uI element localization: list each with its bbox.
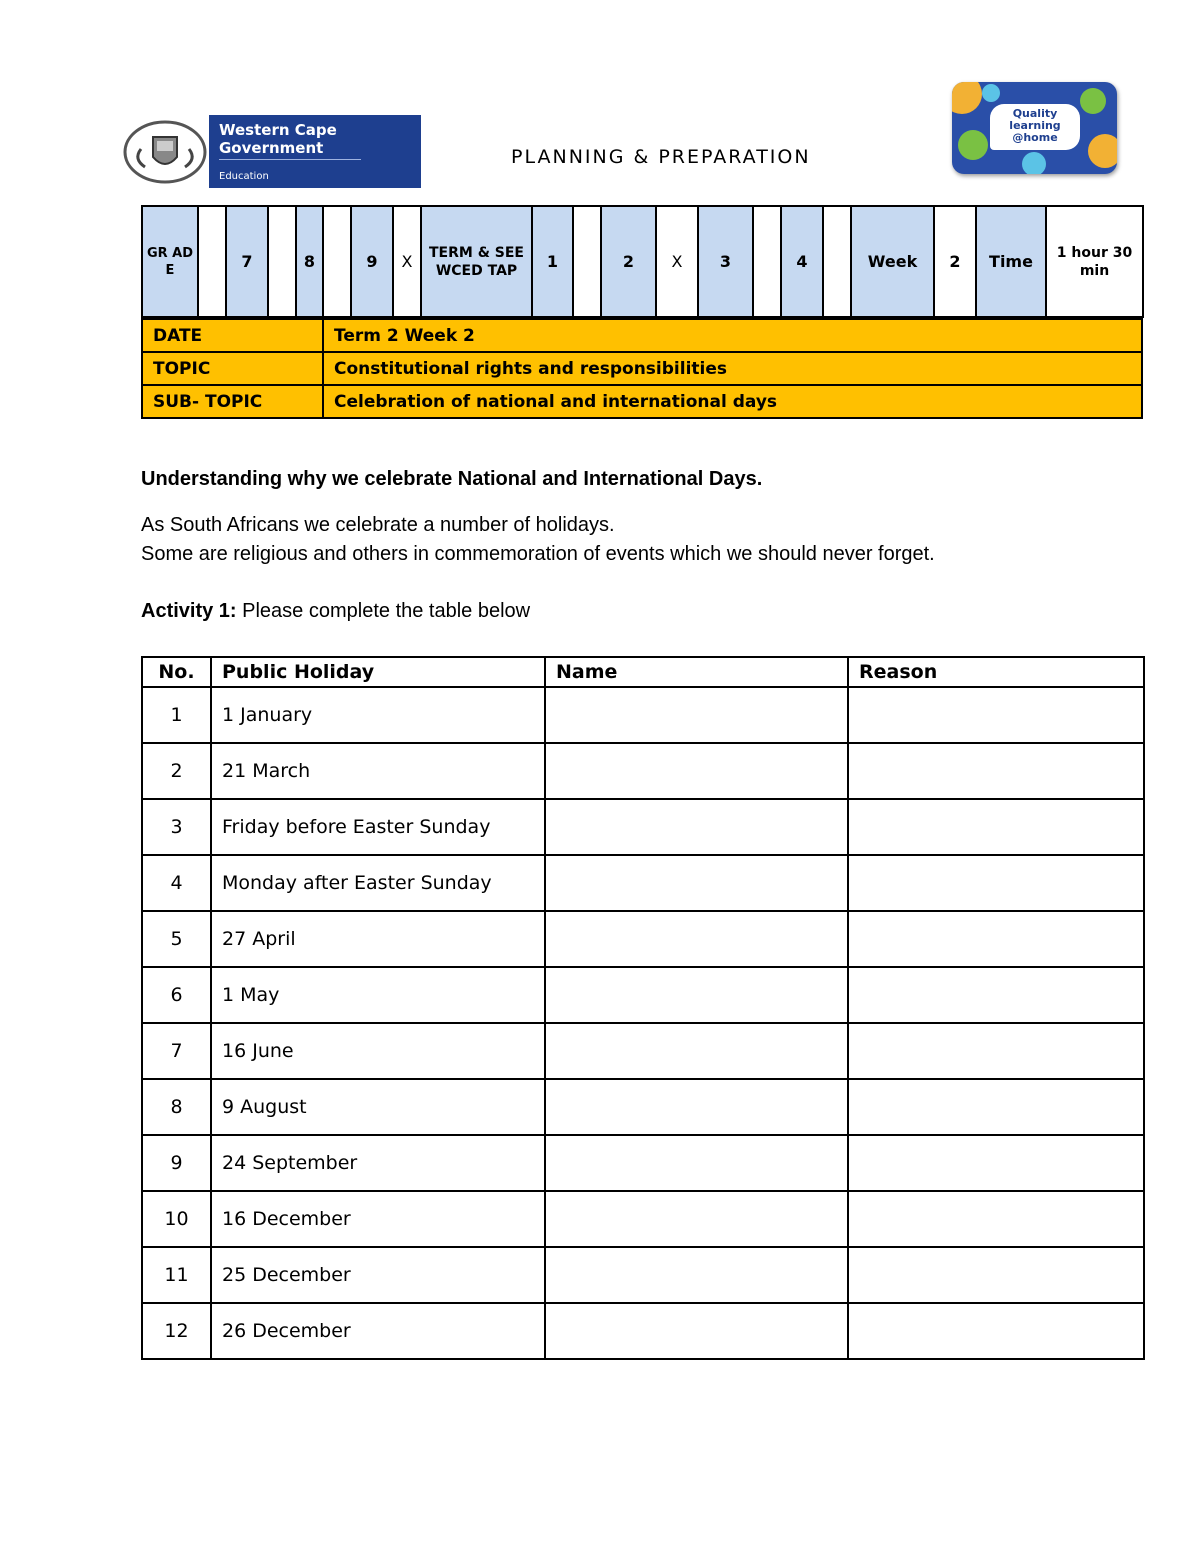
row-public-holiday: 21 March <box>211 743 545 799</box>
row-name-field[interactable] <box>545 743 848 799</box>
subtopic-value: Celebration of national and international days <box>323 385 1142 418</box>
row-public-holiday: Friday before Easter Sunday <box>211 799 545 855</box>
term-1-check <box>573 206 601 317</box>
logo-dot <box>982 84 1000 102</box>
table-row <box>142 1079 1144 1135</box>
row-number: 11 <box>142 1247 211 1303</box>
term-1: 1 <box>532 206 573 317</box>
row-name-field[interactable] <box>545 1247 848 1303</box>
row-number: 6 <box>142 967 211 1023</box>
row-name-field[interactable] <box>545 1191 848 1247</box>
western-cape-government-logo <box>121 115 421 188</box>
term-2: 2 <box>601 206 656 317</box>
header-no: No. <box>142 657 211 687</box>
grade-9-spacer <box>323 206 351 317</box>
row-name-field[interactable] <box>545 687 848 743</box>
row-reason-field[interactable] <box>848 1135 1144 1191</box>
row-number: 4 <box>142 855 211 911</box>
row-number: 1 <box>142 687 211 743</box>
activity-instruction <box>141 600 530 623</box>
time-label: Time <box>976 206 1046 317</box>
quality-learning-home-logo <box>952 82 1117 174</box>
intro-paragraph-2: Some are religious and others in commemoration of events which we should never forget. <box>141 543 935 565</box>
logo-dot <box>1088 134 1117 168</box>
table-row <box>142 1247 1144 1303</box>
row-reason-field[interactable] <box>848 1303 1144 1359</box>
row-public-holiday: 24 September <box>211 1135 545 1191</box>
logo-line1: Western Cape <box>219 121 337 139</box>
row-number: 2 <box>142 743 211 799</box>
row-number: 9 <box>142 1135 211 1191</box>
row-reason-field[interactable] <box>848 1079 1144 1135</box>
header-public-holiday: Public Holiday <box>211 657 545 687</box>
row-reason-field[interactable] <box>848 1191 1144 1247</box>
row-name-field[interactable] <box>545 799 848 855</box>
holiday-table-body <box>142 687 1144 1359</box>
logo-right-line3: @home <box>1012 131 1058 144</box>
grade-7: 7 <box>226 206 268 317</box>
row-number: 10 <box>142 1191 211 1247</box>
row-public-holiday: 26 December <box>211 1303 545 1359</box>
row-public-holiday: 16 June <box>211 1023 545 1079</box>
row-public-holiday: 9 August <box>211 1079 545 1135</box>
row-name-field[interactable] <box>545 855 848 911</box>
intro-paragraph-1: As South Africans we celebrate a number of holidays. <box>141 514 615 536</box>
topic-label: TOPIC <box>142 352 323 385</box>
table-row <box>142 967 1144 1023</box>
subtopic-label: SUB- TOPIC <box>142 385 323 418</box>
logo-line3: Education <box>219 171 269 182</box>
week-label: Week <box>851 206 934 317</box>
table-row <box>142 743 1144 799</box>
row-name-field[interactable] <box>545 1079 848 1135</box>
table-row <box>142 1303 1144 1359</box>
row-public-holiday: 1 May <box>211 967 545 1023</box>
logo-dot <box>1080 88 1106 114</box>
table-row <box>142 1135 1144 1191</box>
table-row <box>142 687 1144 743</box>
row-name-field[interactable] <box>545 1023 848 1079</box>
row-number: 5 <box>142 911 211 967</box>
grade-9: 9 <box>351 206 393 317</box>
logo-dot <box>1022 152 1046 174</box>
term-3: 3 <box>698 206 753 317</box>
row-reason-field[interactable] <box>848 855 1144 911</box>
week-value: 2 <box>934 206 976 317</box>
grade-9-mark: X <box>393 206 421 317</box>
row-public-holiday: Monday after Easter Sunday <box>211 855 545 911</box>
holiday-table <box>141 656 1145 1360</box>
row-reason-field[interactable] <box>848 911 1144 967</box>
term-label: TERM & SEE WCED TAP <box>421 206 532 317</box>
activity-text: Please complete the table below <box>236 600 531 622</box>
grade-7-check <box>198 206 226 317</box>
row-reason-field[interactable] <box>848 967 1144 1023</box>
header-reason: Reason <box>848 657 1144 687</box>
wcg-text-box <box>209 115 421 188</box>
row-number: 7 <box>142 1023 211 1079</box>
term-3-check <box>753 206 781 317</box>
term-4: 4 <box>781 206 823 317</box>
grade-label: GR AD E <box>142 206 198 317</box>
row-number: 8 <box>142 1079 211 1135</box>
row-number: 3 <box>142 799 211 855</box>
row-public-holiday: 27 April <box>211 911 545 967</box>
table-row <box>142 1191 1144 1247</box>
logo-right-line2: learning <box>1009 119 1061 132</box>
logo-dot <box>952 82 982 114</box>
logo-badge <box>990 104 1080 150</box>
grade-8: 8 <box>296 206 323 317</box>
logo-line2: Government <box>219 139 324 157</box>
row-name-field[interactable] <box>545 1303 848 1359</box>
table-row <box>142 911 1144 967</box>
activity-label: Activity 1: <box>141 600 237 622</box>
term-4-check <box>823 206 851 317</box>
row-public-holiday: 25 December <box>211 1247 545 1303</box>
row-name-field[interactable] <box>545 911 848 967</box>
coat-of-arms-icon <box>121 115 209 188</box>
page-title: PLANNING & PREPARATION <box>511 146 811 168</box>
topic-value: Constitutional rights and responsibilities <box>323 352 1142 385</box>
term-2-mark: X <box>656 206 698 317</box>
row-number: 12 <box>142 1303 211 1359</box>
logo-right-line1: Quality <box>1012 107 1058 120</box>
date-value: Term 2 Week 2 <box>323 319 1142 352</box>
row-reason-field[interactable] <box>848 1023 1144 1079</box>
grade-term-table <box>141 205 1144 318</box>
row-reason-field[interactable] <box>848 687 1144 743</box>
table-row <box>142 799 1144 855</box>
logo-dot <box>958 130 988 160</box>
row-name-field[interactable] <box>545 967 848 1023</box>
header-name: Name <box>545 657 848 687</box>
row-reason-field[interactable] <box>848 1247 1144 1303</box>
section-heading: Understanding why we celebrate National and International Days. <box>141 468 763 490</box>
row-reason-field[interactable] <box>848 799 1144 855</box>
time-value: 1 hour 30 min <box>1046 206 1143 317</box>
row-public-holiday: 16 December <box>211 1191 545 1247</box>
row-name-field[interactable] <box>545 1135 848 1191</box>
grade-8-check <box>268 206 296 317</box>
table-row <box>142 855 1144 911</box>
table-row <box>142 1023 1144 1079</box>
logo-divider <box>219 159 361 160</box>
row-public-holiday: 1 January <box>211 687 545 743</box>
lesson-info-table <box>141 318 1143 419</box>
row-reason-field[interactable] <box>848 743 1144 799</box>
date-label: DATE <box>142 319 323 352</box>
